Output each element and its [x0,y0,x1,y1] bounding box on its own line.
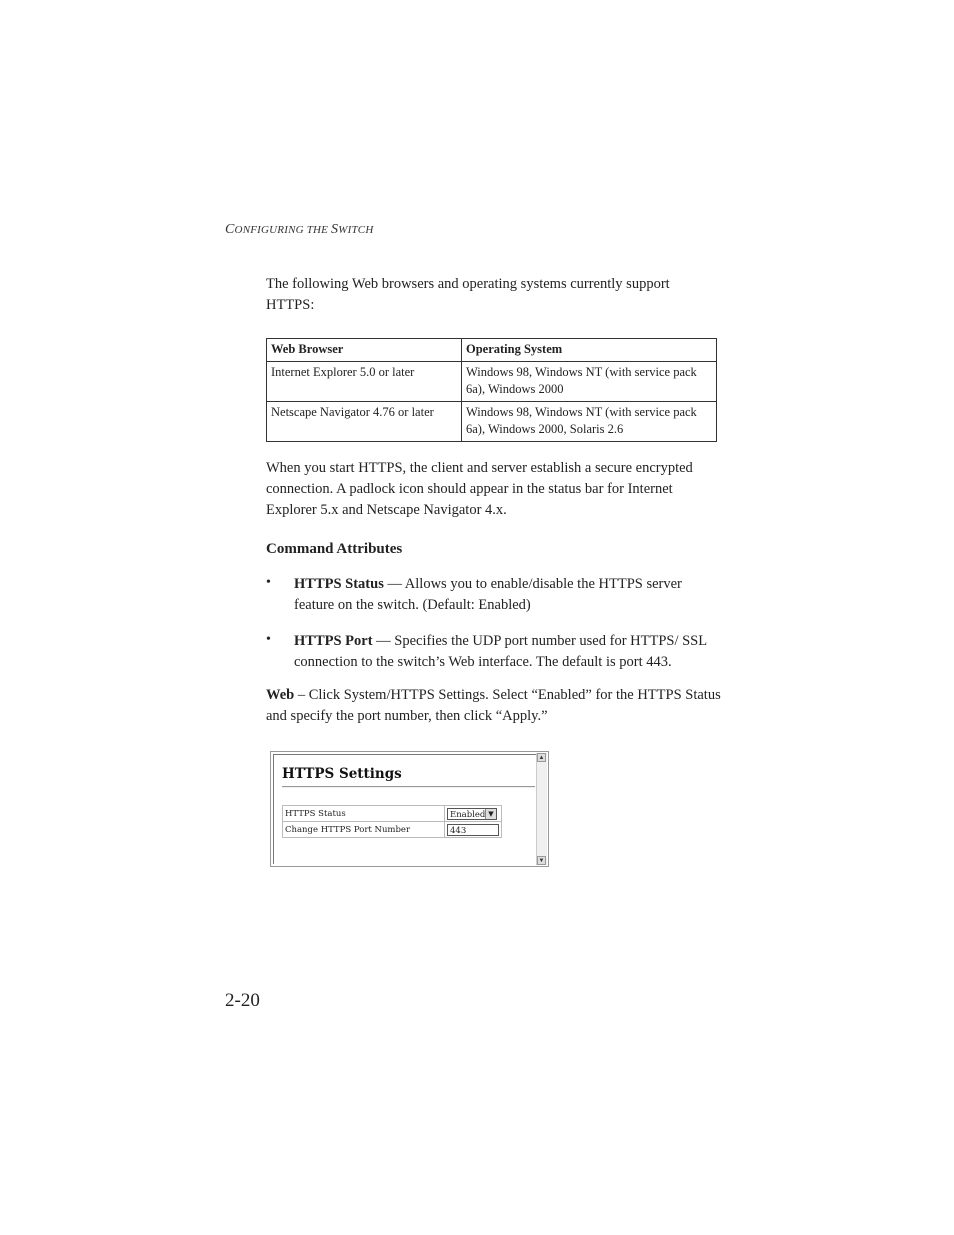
bullet-desc: — Specifies the UDP port number used for HTTPS/ SSL connection to the switch’s Web interface. The default is port 443. [294,633,707,670]
https-status-label: HTTPS Status [283,806,445,822]
scroll-up-icon[interactable]: ▲ [538,755,545,761]
form-row-port [283,822,502,838]
form-row-status [283,806,502,822]
bullet-https-port [294,631,724,673]
https-settings-screenshot [270,751,549,867]
https-port-label: Change HTTPS Port Number [283,822,445,838]
table-cell: Netscape Navigator 4.76 or later [267,402,462,442]
bullet-https-status [294,574,724,616]
bullet-term: HTTPS Status [294,576,384,592]
bullet-icon: • [266,632,271,647]
table-cell: Windows 98, Windows NT (with service pack 6a), Windows 2000, Solaris 2.6 [462,402,717,442]
bullet-icon: • [266,575,271,590]
web-term: Web [266,687,295,703]
table-row [267,362,717,402]
running-header: CONFIGURING THE SWITCH [225,222,374,237]
title-divider [282,786,535,788]
https-status-value: Enabled [450,809,486,820]
bullet-term: HTTPS Port [294,633,373,649]
browser-support-table [266,338,717,442]
https-status-select[interactable] [447,808,497,820]
intro-paragraph: The following Web browsers and operating systems currently support HTTPS: [266,276,670,313]
https-port-input[interactable]: 443 [447,824,499,836]
web-desc: – Click System/HTTPS Settings. Select “Enabled” for the HTTPS Status and specify the port number, then click “Apply.” [266,687,721,724]
table-header-row [267,339,717,362]
table-row [267,402,717,442]
https-description-paragraph: When you start HTTPS, the client and server establish a secure encrypted connection. A padlock icon should appear in the status bar for Internet Explorer 5.x and Netscape Navigator 4.x. [266,460,693,518]
table-cell: Internet Explorer 5.0 or later [267,362,462,402]
https-status-cell [445,806,502,822]
bullet-desc: — Allows you to enable/disable the HTTPS server feature on the switch. (Default: Enabled) [294,576,682,613]
chevron-down-icon[interactable]: ▼ [485,809,496,819]
settings-form [282,805,502,838]
column-header: Web Browser [267,339,462,362]
table-cell: Windows 98, Windows NT (with service pack 6a), Windows 2000 [462,362,717,402]
section-heading: Command Attributes [266,541,403,557]
web-instructions-paragraph [266,685,721,727]
page-number: 2-20 [225,990,260,1011]
vertical-scrollbar[interactable] [536,753,547,865]
screenshot-title: HTTPS Settings [282,766,402,782]
scroll-down-icon[interactable]: ▼ [538,858,545,864]
https-port-cell [445,822,502,838]
column-header: Operating System [462,339,717,362]
